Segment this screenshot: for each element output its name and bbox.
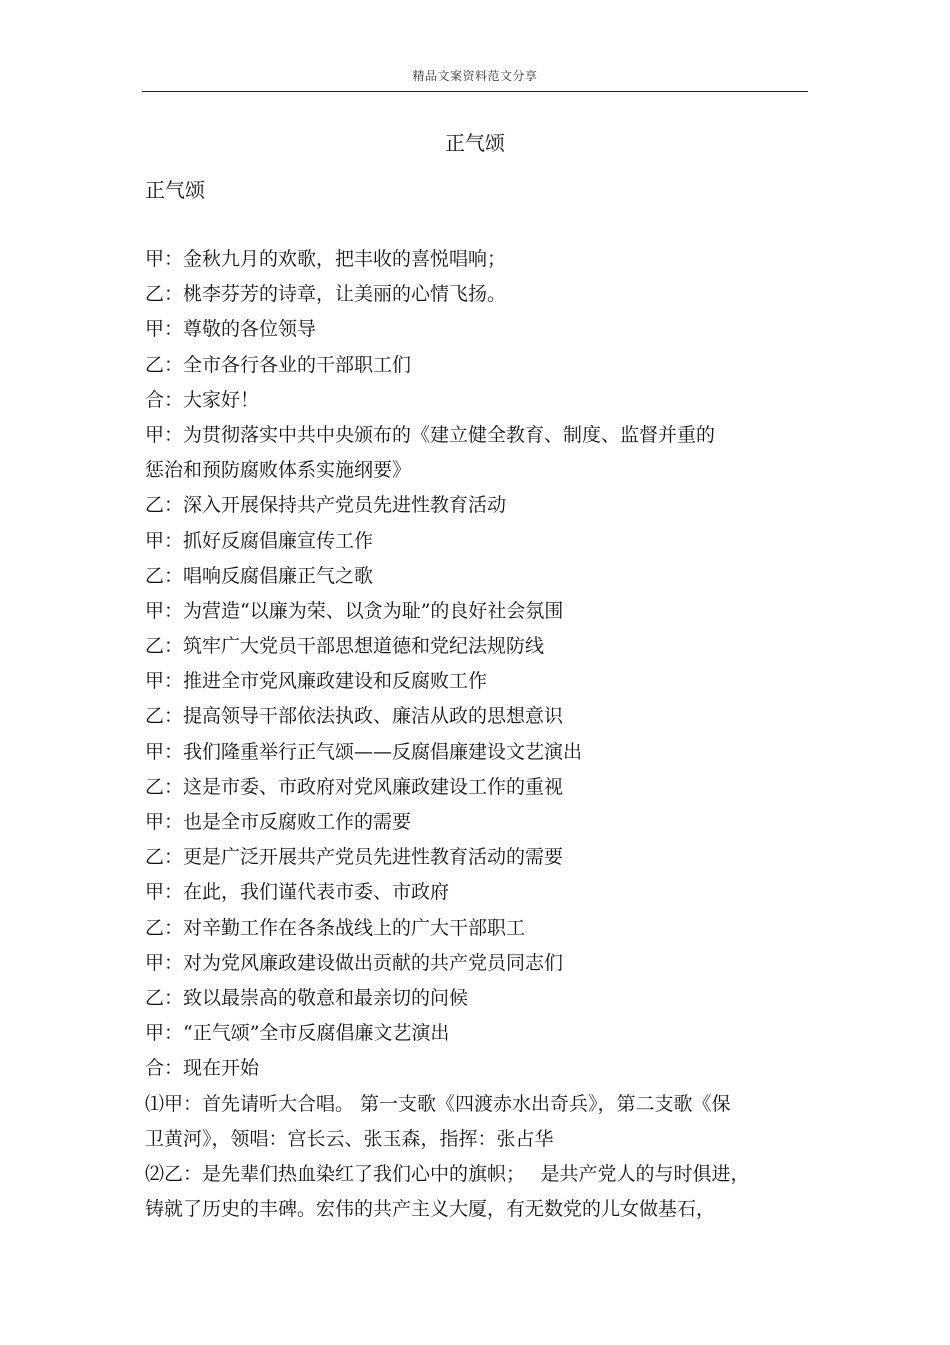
header-divider [142,91,808,92]
text-line: 合：大家好！ [145,388,260,411]
text-line: 甲：抓好反腐倡廉宣传工作 [145,529,374,552]
document-subtitle: 正气颂 [145,178,205,202]
text-line: 乙：更是广泛开展共产党员先进性教育活动的需要 [145,846,564,869]
text-line: 乙：这是市委、市政府对党风廉政建设工作的重视 [145,775,564,798]
page-header: 精品文案资料范文分享 [412,69,538,83]
text-line: 甲：推进全市党风廉政建设和反腐败工作 [145,670,488,693]
text-line: 乙：深入开展保持共产党员先进性教育活动 [145,494,507,517]
text-line: 甲：金秋九月的欢歌，把丰收的喜悦唱响； [145,248,507,270]
text-line: 甲：在此，我们谨代表市委、市政府 [145,881,450,904]
text-line: 乙：桃李芬芳的诗章，让美丽的心情飞扬。 [145,283,507,306]
document-body [145,242,810,1227]
text-line: 乙：提高领导干部依法执政、廉洁从政的思想意识 [145,705,564,728]
text-line: 合：现在开始 [145,1057,260,1080]
text-line: 甲：也是全市反腐败工作的需要 [145,811,412,833]
text-line: 乙：致以最崇高的敬意和最亲切的问候 [145,986,469,1009]
text-line: ⑵乙：是先辈们热血染红了我们心中的旗帜； 是共产党人的与时俱进， [145,1162,750,1185]
text-line: 甲：尊敬的各位领导 [145,318,317,341]
text-line: 铸就了历史的丰碑。宏伟的共产主义大厦，有无数党的儿女做基石， [145,1198,716,1221]
text-line: 乙：全市各行各业的干部职工们 [145,353,412,376]
text-line: 乙：对辛勤工作在各条战线上的广大干部职工 [145,916,526,939]
text-line: 甲：为贯彻落实中共中央颁布的《建立健全教育、制度、监督并重的 [145,423,716,446]
text-line: 甲：我们隆重举行正气颂——反腐倡廉建设文艺演出 [145,740,583,763]
text-line: 甲：对为党风廉政建设做出贡献的共产党员同志们 [145,951,564,974]
text-line: 惩治和预防腐败体系实施纲要》 [145,459,412,482]
text-line: ⑴甲：首先请听大合唱。 第一支歌《四渡赤水出奇兵》，第二支歌《保 [145,1092,731,1115]
text-line: 卫黄河》，领唱：宫长云、张玉森，指挥：张占华 [145,1127,554,1150]
text-line: 甲：为营造“以廉为荣、以贪为耻”的良好社会氛围 [145,599,564,622]
text-line: 乙：唱响反腐倡廉正气之歌 [145,564,374,587]
text-line: 乙：筑牢广大党员干部思想道德和党纪法规防线 [145,635,545,658]
text-line: 甲：“正气颂”全市反腐倡廉文艺演出 [145,1022,450,1045]
document-title: 正气颂 [445,131,505,155]
